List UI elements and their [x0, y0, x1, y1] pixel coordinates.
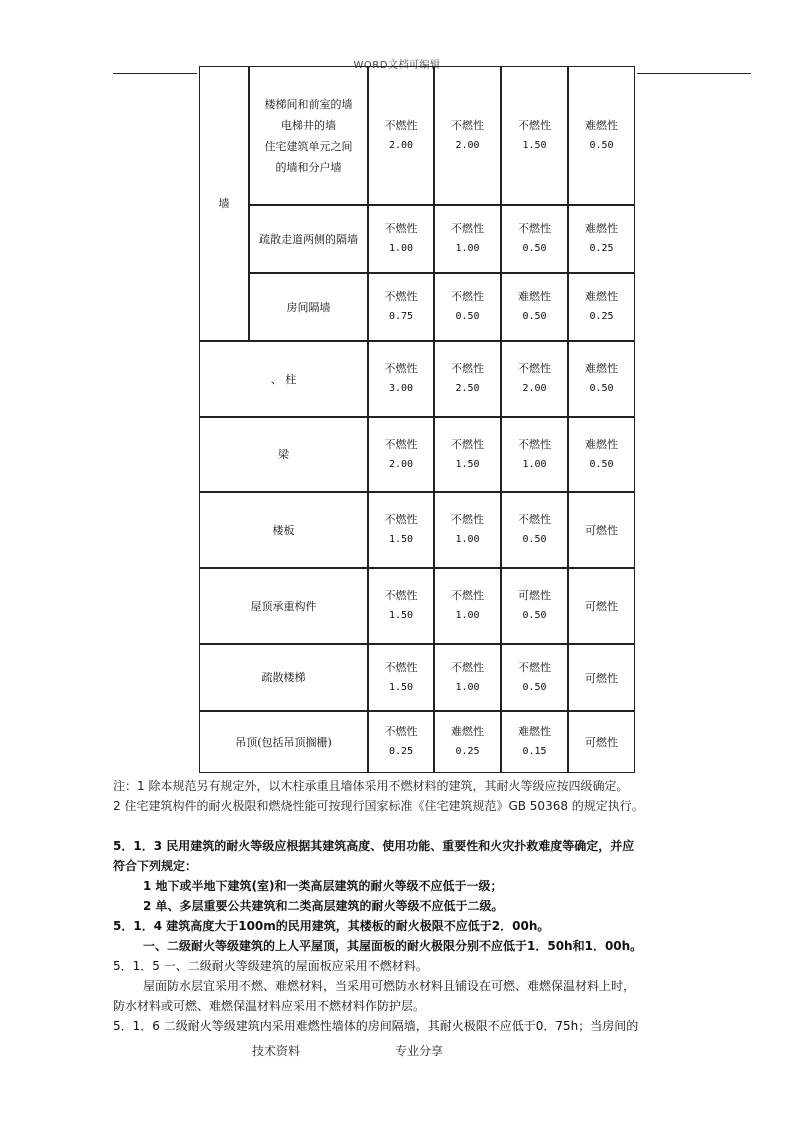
combustibility-value: 可燃性: [518, 589, 551, 602]
combustibility-value: 不燃性: [518, 437, 551, 451]
combustibility-value: 可燃性: [585, 600, 618, 613]
combustibility-value: 不燃性: [384, 725, 418, 738]
value-cell: [434, 273, 501, 341]
combustibility-value: 可燃性: [585, 736, 618, 749]
value-cell: [434, 205, 501, 273]
value-cell: [368, 568, 434, 644]
fire-resistance-hours: 1.00: [455, 610, 480, 621]
row-label: 住宅建筑单元之间: [264, 139, 353, 153]
value-cell: [368, 66, 434, 205]
clause-5-1-4: 5．1．4 建筑高度大于100m的民用建筑，其楼板的耐火极限不应低于2．00h。: [113, 919, 550, 933]
combustibility-value: 难燃性: [518, 290, 551, 303]
combustibility-value: 不燃性: [451, 437, 484, 451]
row-label: 房间隔墙: [286, 300, 331, 314]
clause-5-1-3: 5．1．3 民用建筑的耐火等级应根据其建筑高度、使用功能、重要性和火灾扑救难度等确定，并应: [113, 839, 635, 853]
value-cell: [368, 644, 434, 711]
footer-right: 专业分享: [395, 1044, 444, 1058]
row-label: 楼板: [272, 523, 295, 537]
note-2: 2 住宅建筑构件的耐火极限和燃烧性能可按现行国家标准《住宅建筑规范》GB 50368 的规定执行。: [113, 799, 644, 813]
combustibility-value: 不燃性: [384, 660, 418, 674]
value-cell: [568, 644, 635, 711]
combustibility-value: 可燃性: [585, 524, 618, 537]
row-label: 的墙和分户墙: [275, 160, 342, 174]
combustibility-value: 难燃性: [518, 725, 551, 738]
fire-resistance-hours: 2.00: [388, 139, 414, 151]
row-label: 、 柱: [270, 372, 297, 386]
row-label: 楼梯间和前室的墙: [264, 97, 353, 111]
fire-resistance-hours: 0.25: [388, 746, 414, 757]
value-cell: [501, 492, 568, 568]
fire-resistance-hours: 0.50: [522, 534, 547, 545]
value-cell: [368, 711, 434, 773]
combustibility-value: 不燃性: [384, 589, 418, 602]
wall-group-cell: [199, 66, 249, 341]
clause-5-1-6: 5．1．6 二级耐火等级建筑内采用难燃性墙体的房间隔墙，其耐火极限不应低于0．75h；当房间的: [113, 1019, 639, 1033]
value-cell: [568, 205, 635, 273]
footer-left: 技术资料: [252, 1044, 301, 1058]
value-cell: [501, 341, 568, 417]
fire-resistance-hours: 0.50: [455, 311, 480, 322]
combustibility-value: 不燃性: [451, 118, 484, 132]
clause-5-1-3-item-1: 1 地下或半地下建筑(室)和一类高层建筑的耐火等级不应低于一级；: [143, 879, 503, 893]
combustibility-value: 不燃性: [384, 222, 418, 235]
fire-resistance-hours: 1.50: [522, 139, 547, 151]
fire-resistance-hours: 0.50: [589, 139, 614, 151]
row-label-cell: [199, 568, 368, 644]
fire-resistance-hours: 1.00: [522, 458, 547, 470]
value-cell: [501, 568, 568, 644]
fire-resistance-hours: 0.15: [522, 746, 547, 757]
combustibility-value: 难燃性: [585, 362, 618, 375]
clause-5-1-5: 5．1．5 一、二级耐火等级建筑的屋面板应采用不燃材料。: [113, 959, 428, 973]
fire-resistance-hours: 0.50: [522, 610, 547, 621]
row-label-cell: [249, 205, 368, 273]
clause-5-1-5-cont: 屋面防水层宜采用不燃、难燃材料，当采用可燃防水材料且铺设在可燃、难燃保温材料上时，: [143, 979, 636, 993]
clause-5-1-4-cont: 一、二级耐火等级建筑的上人平屋顶，其屋面板的耐火极限分别不应低于1．50h和1．00h。: [143, 939, 643, 953]
row-label-cell: [199, 341, 368, 417]
fire-resistance-hours: 2.00: [388, 458, 414, 470]
fire-resistance-hours: 2.00: [522, 383, 547, 394]
wall-group-label: 墙: [218, 197, 230, 210]
fire-resistance-hours: 0.50: [522, 311, 547, 322]
value-cell: [568, 417, 635, 492]
fire-resistance-hours: 0.50: [589, 383, 614, 394]
fire-resistance-hours: 0.25: [589, 311, 614, 322]
fire-resistance-hours: 1.50: [455, 458, 480, 470]
clause-5-1-5-cont-2: 防水材料或可燃、难燃保温材料应采用不燃材料作防护层。: [113, 999, 426, 1013]
table-notes: [113, 776, 753, 816]
value-cell: [368, 492, 434, 568]
combustibility-value: 难燃性: [585, 437, 618, 451]
value-cell: [501, 644, 568, 711]
row-label: 屋顶承重构件: [250, 599, 317, 613]
value-cell: [568, 711, 635, 773]
fire-resistance-hours: 0.50: [522, 243, 547, 254]
value-cell: [568, 273, 635, 341]
value-cell: [368, 341, 434, 417]
header-rule-left: [113, 73, 197, 74]
combustibility-value: 不燃性: [384, 290, 418, 303]
clause-5-1-3-item-2: 2 单、多层重要公共建筑和二类高层建筑的耐火等级不应低于二级。: [143, 899, 504, 913]
combustibility-value: 不燃性: [451, 222, 484, 235]
combustibility-value: 不燃性: [451, 362, 484, 375]
fire-resistance-hours: 1.00: [455, 534, 480, 545]
combustibility-value: 不燃性: [451, 589, 484, 602]
value-cell: [568, 66, 635, 205]
value-cell: [434, 341, 501, 417]
row-label-cell: [199, 417, 368, 492]
fire-resistance-hours: 0.50: [589, 458, 614, 470]
fire-resistance-hours: 1.00: [455, 243, 480, 254]
fire-resistance-table: [199, 66, 635, 773]
combustibility-value: 可燃性: [585, 671, 618, 685]
row-label: 吊顶(包括吊顶搁栅): [235, 735, 332, 749]
combustibility-value: 难燃性: [585, 290, 618, 303]
fire-resistance-hours: 1.00: [455, 681, 480, 693]
row-label: 疏散走道两侧的隔墙: [259, 232, 358, 246]
note-1: 注：1 除本规范另有规定外，以木柱承重且墙体采用不燃材料的建筑，其耐火等级应按四级确定。: [113, 779, 629, 793]
combustibility-value: 不燃性: [518, 362, 551, 375]
row-label-cell: [199, 711, 368, 773]
combustibility-value: 不燃性: [384, 437, 418, 451]
combustibility-value: 不燃性: [518, 222, 551, 235]
clause-5-1-3-cont: 符合下列规定：: [113, 859, 198, 873]
combustibility-value: 难燃性: [451, 725, 484, 738]
value-cell: [434, 568, 501, 644]
fire-resistance-hours: 3.00: [388, 383, 414, 394]
row-label: 疏散楼梯: [261, 671, 306, 684]
value-cell: [501, 417, 568, 492]
combustibility-value: 不燃性: [384, 362, 418, 375]
combustibility-value: 难燃性: [585, 118, 618, 132]
value-cell: [434, 711, 501, 773]
fire-resistance-hours: 0.50: [522, 681, 547, 693]
value-cell: [501, 273, 568, 341]
value-cell: [368, 205, 434, 273]
value-cell: [368, 417, 434, 492]
value-cell: [368, 273, 434, 341]
combustibility-value: 不燃性: [384, 118, 418, 132]
row-label-cell: [199, 644, 368, 711]
fire-resistance-hours: 0.75: [388, 311, 414, 322]
combustibility-value: 不燃性: [384, 513, 418, 526]
fire-resistance-hours: 0.25: [455, 746, 480, 757]
value-cell: [501, 66, 568, 205]
combustibility-value: 难燃性: [585, 222, 618, 235]
row-label: 梁: [278, 448, 289, 461]
row-label-cell: [249, 273, 368, 341]
fire-resistance-hours: 1.50: [388, 610, 414, 621]
combustibility-value: 不燃性: [451, 513, 484, 526]
fire-resistance-hours: 1.00: [388, 243, 414, 254]
fire-resistance-hours: 2.50: [455, 383, 480, 394]
fire-resistance-hours: 0.25: [589, 243, 614, 254]
value-cell: [434, 66, 501, 205]
fire-resistance-hours: 2.00: [455, 139, 480, 151]
value-cell: [434, 644, 501, 711]
value-cell: [568, 568, 635, 644]
row-label: 电梯井的墙: [281, 118, 336, 132]
value-cell: [434, 417, 501, 492]
body-text: [113, 836, 753, 1036]
row-label-cell: [249, 66, 368, 205]
value-cell: [501, 205, 568, 273]
header-watermark: WORD文档可编辑: [353, 60, 441, 71]
combustibility-value: 不燃性: [518, 513, 551, 526]
combustibility-value: 不燃性: [451, 290, 484, 303]
value-cell: [501, 711, 568, 773]
fire-resistance-hours: 1.50: [388, 534, 414, 545]
combustibility-value: 不燃性: [451, 660, 484, 674]
value-cell: [568, 341, 635, 417]
value-cell: [434, 492, 501, 568]
fire-resistance-hours: 1.50: [388, 681, 414, 693]
combustibility-value: 不燃性: [518, 660, 551, 674]
value-cell: [568, 492, 635, 568]
header-rule-right: [637, 73, 751, 74]
row-label-cell: [199, 492, 368, 568]
combustibility-value: 不燃性: [518, 118, 551, 132]
